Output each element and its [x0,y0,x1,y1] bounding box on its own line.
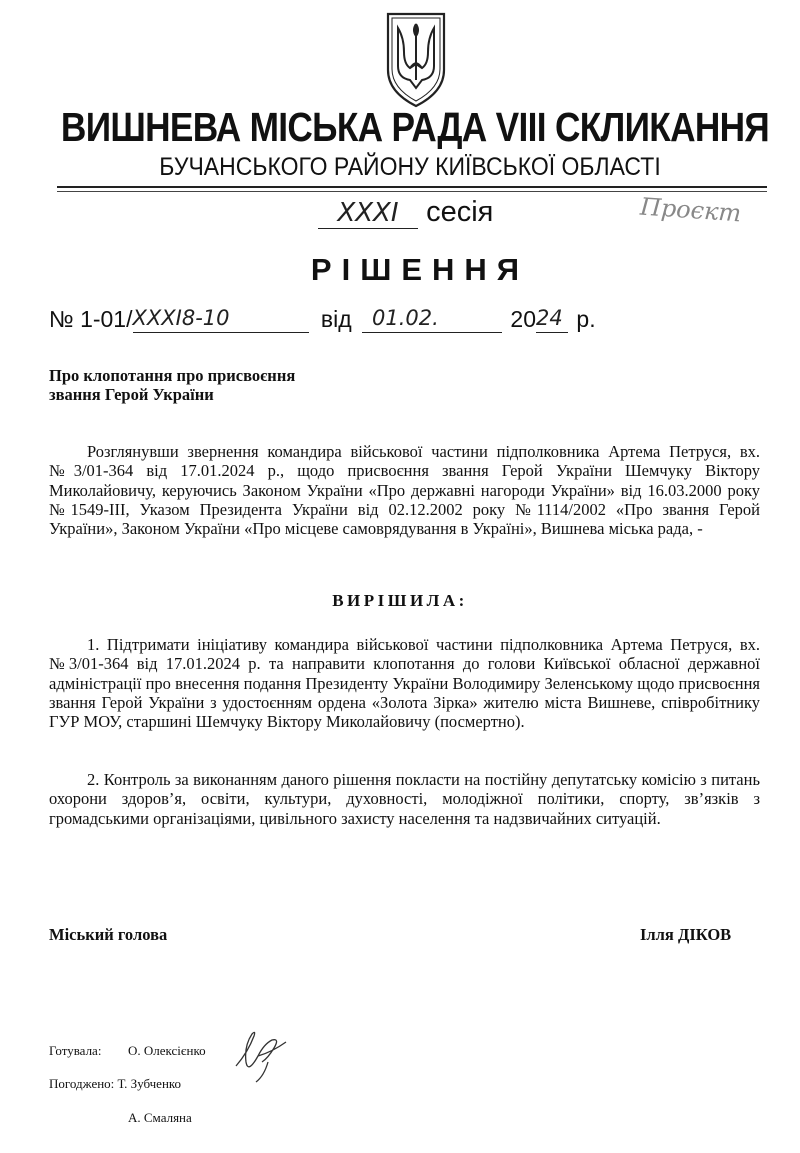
year-prefix: 20 [510,306,537,332]
session-label: сесія [426,196,494,228]
header-divider-thin [57,191,767,192]
agreed-second-name: А. Смаляна [128,1110,192,1125]
year-suffix: 24 [536,306,568,333]
decision-title: РІШЕННЯ [310,252,530,287]
trident-emblem-icon [384,10,448,108]
prepared-name: О. Олексієнко [128,1043,206,1058]
session-line [318,196,493,236]
agreed-label: Погоджено: Т. Зубченко [49,1076,182,1091]
subject-line-1: Про клопотання про присвоєння [49,366,296,385]
session-number: XXXI [318,198,418,229]
decision-subject [49,366,295,404]
prepared-label: Готувала: [49,1043,102,1058]
mayor-name: Ілля ДІКОВ [640,925,732,944]
decision-number: XXXI8-10 [133,306,309,333]
from-label: від [320,306,352,332]
decision-item-1: 1. Підтримати ініціативу командира військової частини підполковника Артема Петруся, вх. №3/01-364 від 17.01.2024 р. та направити клопотання до голови Київської обласної державної адміністрації про внесення подання Президенту України Володимиру Зеленському щодо присвоєння звання Герой України з удостоєнням ордена «Золота Зірка» жителю міста Вишневе, співробітнику ГУР МОУ, старшині Шемчуку Віктору Миколайовичу (посмертно). [49,635,760,732]
subject-line-2: звання Герой України [49,385,214,404]
mayor-title: Міський голова [49,925,168,944]
header-divider [57,186,767,188]
council-title: ВИШНЕВА МІСЬКА РАДА VIII СКЛИКАННЯ [60,104,770,150]
preamble-paragraph: Розглянувши звернення командира військової частини підполковника Артема Петруся, вх. №3/01-364 від 17.01.2024 р., щодо присвоєння звання Герой України Шемчуку Віктору Миколайовичу, керуючись Законом України «Про державні нагороди України» від 16.03.2000 року №1549-ІІІ, Указом Президента України від 02.12.2002 року №1114/2002 «Про звання Герой України», Законом України «Про місцеве самоврядування в Україні», Вишнева міська рада, - [49,442,760,539]
decision-number-line [49,306,596,333]
decided-heading: ВИРІШИЛА: [332,591,468,610]
draft-stamp: Проєкт [639,192,743,228]
council-subtitle: БУЧАНСЬКОГО РАЙОНУ КИЇВСЬКОЇ ОБЛАСТІ [159,153,661,181]
handwritten-signature-icon [228,1022,298,1086]
number-prefix: № 1-01/ [49,306,133,332]
decision-item-2: 2. Контроль за виконанням даного рішення покласти на постійну депутатську комісію з питань охорони здоров’я, освіти, культури, духовності, молодіжної політики, спорту, зв’язків з громадськими організаціями, цивільного захисту населення та надзвичайних ситуацій. [49,770,760,828]
decision-date: 01.02. [362,306,502,333]
year-label: р. [576,306,596,332]
